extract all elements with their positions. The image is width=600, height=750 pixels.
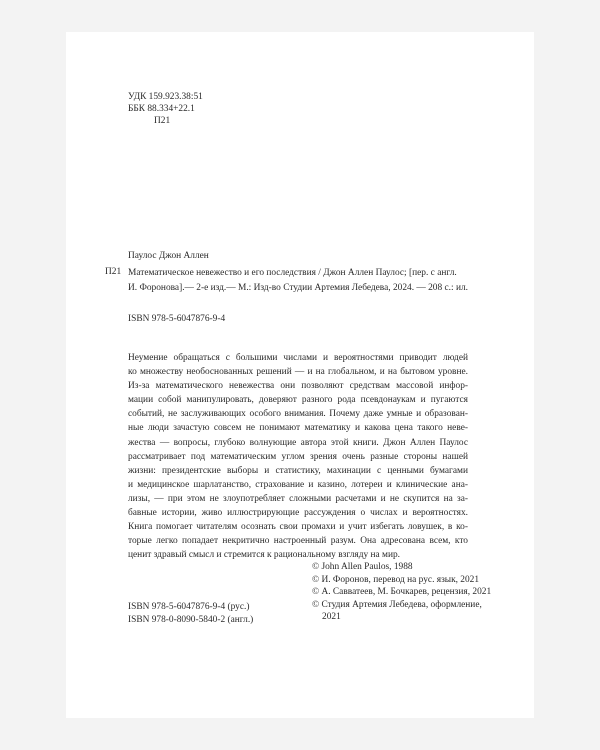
annotation-line: мации собой манипулировать, доверяют разного рода псевдонаукам и пугаются (128, 395, 468, 406)
bbk-line: ББК 88.334+22.1 (128, 104, 195, 114)
annotation-line: жества — вопросы, глубоко волнующие автора этой книги. Джон Аллен Паулос (128, 437, 468, 448)
annotation-line: ценит здравый смысл и стремится к рациональному взгляду на мир. (128, 550, 400, 561)
annotation-line: жизни: президентские выборы и статистику, махинации с ценными бумагами (128, 465, 468, 476)
annotation-line: событий, не заслуживающих особого внимания. Почему даже умные и образован- (128, 409, 468, 420)
isbn-main: ISBN 978-5-6047876-9-4 (128, 314, 226, 324)
copyright-line: © Студия Артемия Лебедева, оформление, (312, 599, 482, 610)
author-heading: Паулос Джон Аллен (128, 251, 209, 261)
annotation-line: ко множеству необоснованных решений — и на глобальном, и на бытовом уровне. (128, 367, 468, 378)
isbn-line: ISBN 978-5-6047876-9-4 (рус.) (128, 602, 250, 612)
isbn-list (128, 601, 253, 626)
bibliographic-line: Математическое невежество и его последствия / Джон Аллен Паулос; [пер. с англ. (128, 268, 457, 278)
copyright-line: 2021 (322, 612, 341, 622)
copyright-line: © И. Форонов, перевод на рус. язык, 2021 (312, 574, 480, 585)
copyright-line: © John Allen Paulos, 1988 (312, 562, 413, 572)
annotation-line: рассматривает под математическим углом зрения очень разные стороны нашей (128, 451, 468, 462)
udk-line: УДК 159.923.38:51 (128, 92, 203, 102)
book-page (66, 32, 534, 718)
bibliographic-description (128, 266, 468, 296)
annotation-line: Книга помогает читателям осознать свои промахи и учит избегать ловушек, в ко- (128, 522, 468, 533)
isbn-line: ISBN 978-0-8090-5840-2 (англ.) (128, 614, 254, 625)
annotation-line: торые легко попадает некритично настроенный разум. Она адресована всем, кто (128, 536, 468, 547)
catalog-code: П21 (105, 267, 122, 277)
annotation (128, 351, 468, 562)
annotation-line: Из-за математического невежества они позволяют средствам массовой инфор- (128, 381, 468, 392)
annotation-line: и медицинское шарлатанство, страхование и казино, лотереи и клинические ана- (128, 479, 468, 490)
copyright-line: © А. Савватеев, М. Бочкарев, рецензия, 2021 (312, 587, 492, 597)
bibliographic-line: И. Форонова].— 2-е изд.— М.: Изд-во Студии Артемия Лебедева, 2024. — 208 с.: ил. (128, 283, 469, 293)
annotation-line: ные люди зачастую совсем не понимают математику и какова цена такого неве- (128, 423, 468, 434)
author-mark: П21 (154, 116, 171, 126)
annotation-line: бавные истории, живо иллюстрирующие рассуждения о числах и вероятностях. (128, 508, 468, 519)
annotation-line: Неумение обращаться с большими числами и вероятностями приводит людей (128, 353, 468, 363)
annotation-line: лизы, — при этом не злоупотребляет сложными расчетами и не скупится на за- (128, 493, 468, 504)
copyright-block (312, 561, 491, 624)
